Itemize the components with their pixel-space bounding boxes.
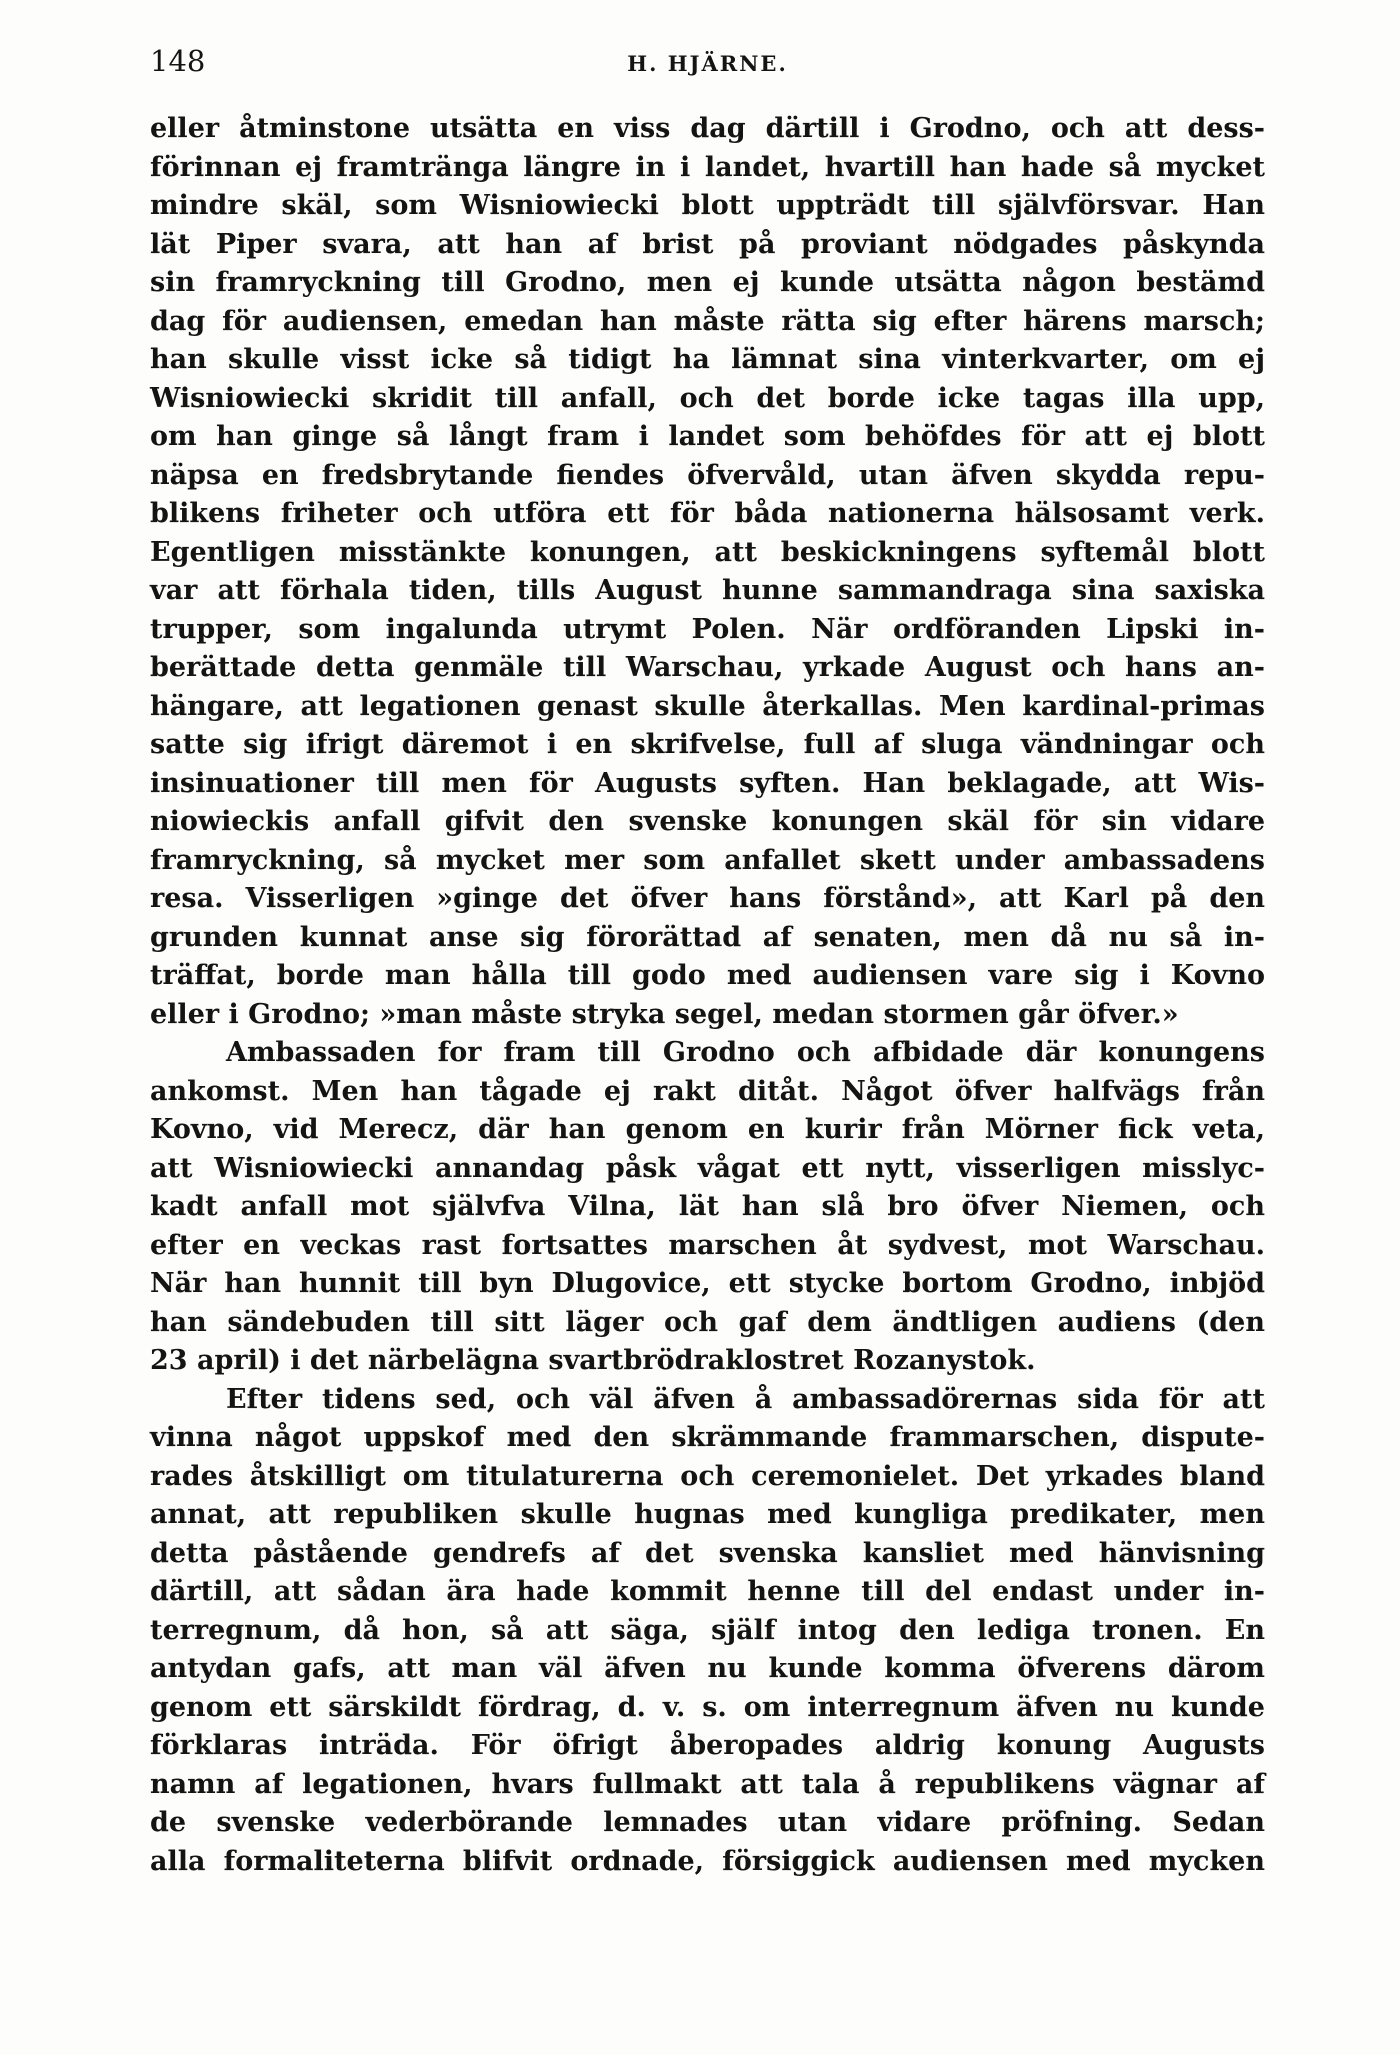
text-line: insinuationer till men för Augusts syften. Han beklagade, att Wis-	[150, 767, 1265, 799]
text-line: dag för audiensen, emedan han måste rätta sig efter härens marsch;	[150, 305, 1265, 337]
text-line: blikens friheter och utföra ett för båda nationerna hälsosamt verk.	[150, 498, 1265, 529]
text-line: Kovno, vid Merecz, där han genom en kurir från Mörner fick veta,	[150, 1114, 1265, 1145]
text-line: han sändebuden till sitt läger och gaf dem ändtligen audiens (den	[150, 1306, 1265, 1338]
text-line: rades åtskilligt om titulaturerna och ceremonielet. Det yrkades bland	[150, 1460, 1265, 1492]
text-line: eller i Grodno; »man måste stryka segel, medan stormen går öfver.»	[150, 998, 1179, 1030]
text-line: förinnan ej framtränga längre in i landet, hvartill han hade så mycket	[150, 151, 1265, 183]
text-line: förklaras inträda. För öfrigt åberopades aldrig konung Augusts	[150, 1730, 1265, 1761]
text-line: satte sig ifrigt däremot i en skrifvelse, full af sluga vändningar och	[150, 729, 1265, 760]
running-title: H. HJÄRNE.	[627, 51, 788, 76]
text-line: eller åtminstone utsätta en viss dag därtill i Grodno, och att dess-	[150, 113, 1265, 144]
text-line: alla formaliteterna blifvit ordnade, försiggick audiensen med mycken	[150, 1845, 1265, 1877]
text-line: var att förhala tiden, tills August hunne sammandraga sina saxiska	[150, 575, 1265, 606]
text-line: Efter tidens sed, och väl äfven å ambassadörernas sida för att	[226, 1383, 1265, 1415]
text-line: mindre skäl, som Wisniowiecki blott uppträdt till självförsvar. Han	[150, 190, 1265, 221]
running-head	[150, 44, 1265, 84]
text-line: sin framryckning till Grodno, men ej kunde utsätta någon bestämd	[150, 267, 1265, 298]
text-line: lät Piper svara, att han af brist på proviant nödgades påskynda	[150, 228, 1265, 260]
text-line: niowieckis anfall gifvit den svenske konungen skäl för sin vidare	[150, 806, 1265, 837]
text-line: därtill, att sådan ära hade kommit henne till del endast under in-	[150, 1576, 1265, 1607]
text-line: trupper, som ingalunda utrymt Polen. När ordföranden Lipski in-	[150, 613, 1265, 645]
text-line: vinna något uppskof med den skrämmande frammarschen, dispute-	[150, 1422, 1265, 1453]
text-line: genom ett särskildt fördrag, d. v. s. om interregnum äfven nu kunde	[150, 1691, 1265, 1723]
text-line: namn af legationen, hvars fullmakt att tala å republikens vägnar af	[150, 1768, 1265, 1800]
text-line: framryckning, så mycket mer som anfallet skett under ambassadens	[150, 844, 1265, 876]
text-line: När han hunnit till byn Dlugovice, ett stycke bortom Grodno, inbjöd	[150, 1268, 1265, 1299]
page-number: 148	[150, 44, 206, 78]
text-line: berättade detta genmäle till Warschau, yrkade August och hans an-	[150, 652, 1265, 683]
text-line: Ambassaden for fram till Grodno och afbidade där konungens	[226, 1037, 1265, 1068]
text-line: antydan gafs, att man väl äfven nu kunde komma öfverens därom	[150, 1653, 1265, 1684]
text-line: ankomst. Men han tågade ej rakt ditåt. Något öfver halfvägs från	[150, 1075, 1265, 1107]
text-line: han skulle visst icke så tidigt ha lämnat sina vinterkvarter, om ej	[150, 344, 1265, 375]
text-line: detta påstående gendrefs af det svenska kansliet med hänvisning	[150, 1537, 1265, 1569]
text-line: om han ginge så långt fram i landet som behöfdes för att ej blott	[150, 421, 1265, 452]
text-line: Egentligen misstänkte konungen, att beskickningens syftemål blott	[150, 536, 1265, 568]
text-line: näpsa en fredsbrytande fiendes öfvervåld, utan äfven skydda repu-	[150, 459, 1265, 491]
text-line: kadt anfall mot självfva Vilna, lät han slå bro öfver Niemen, och	[150, 1191, 1265, 1222]
text-line: resa. Visserligen »ginge det öfver hans förstånd», att Karl på den	[150, 883, 1265, 914]
text-line: annat, att republiken skulle hugnas med kungliga predikater, men	[150, 1499, 1265, 1530]
text-line: efter en veckas rast fortsattes marschen åt sydvest, mot Warschau.	[150, 1229, 1265, 1261]
text-line: terregnum, då hon, så att säga, själf intog den lediga tronen. En	[150, 1614, 1265, 1646]
body-text	[150, 110, 1265, 1881]
text-line: grunden kunnat anse sig förorättad af senaten, men då nu så in-	[150, 921, 1265, 953]
text-line: hängare, att legationen genast skulle återkallas. Men kardinal-primas	[150, 690, 1265, 722]
text-line: att Wisniowiecki annandag påsk vågat ett nytt, visserligen misslyc-	[150, 1152, 1265, 1184]
text-line: de svenske vederbörande lemnades utan vidare pröfning. Sedan	[150, 1807, 1265, 1838]
text-line: Wisniowiecki skridit till anfall, och det borde icke tagas illa upp,	[150, 382, 1265, 414]
text-line: träffat, borde man hålla till godo med audiensen vare sig i Kovno	[150, 960, 1265, 991]
text-line: 23 april) i det närbelägna svartbrödraklostret Rozanystok.	[150, 1345, 1036, 1376]
